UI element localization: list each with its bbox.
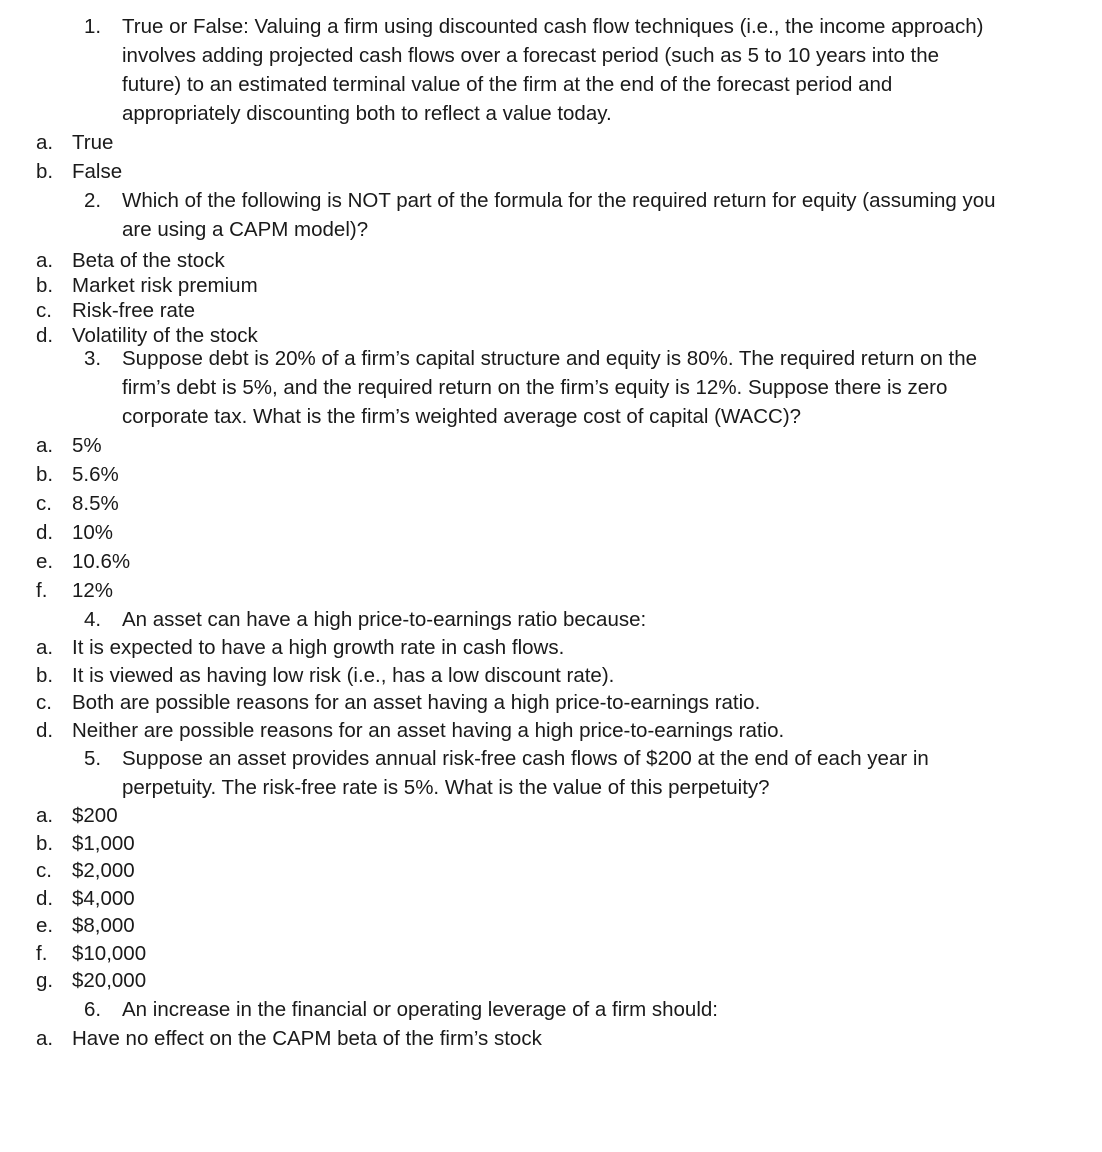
options-list-6 [0, 1024, 1102, 1053]
question-text: An increase in the financial or operating leverage of a firm should: [122, 997, 718, 1021]
option-3a [36, 431, 1102, 460]
option-letter: a. [36, 804, 54, 827]
question-5 [84, 744, 1002, 802]
option-text: It is viewed as having low risk (i.e., has a low discount rate). [72, 663, 615, 687]
option-letter: c. [36, 691, 52, 714]
question-2 [84, 186, 1002, 244]
option-5a [36, 802, 1102, 830]
option-text: $4,000 [72, 886, 135, 910]
option-text: $200 [72, 804, 118, 827]
question-number: 3. [84, 347, 102, 370]
option-letter: a. [36, 1026, 54, 1050]
option-text: Risk-free rate [72, 299, 196, 322]
question-number: 5. [84, 747, 102, 770]
options-list-2 [0, 248, 1102, 348]
option-1a [36, 128, 1102, 157]
option-letter: b. [36, 663, 54, 687]
option-text: Beta of the stock [72, 249, 225, 272]
option-3c [36, 489, 1102, 518]
option-4c [36, 689, 1102, 717]
option-2a [36, 248, 1102, 273]
option-letter: a. [36, 636, 54, 659]
option-text: 10% [72, 521, 114, 544]
option-text: 10.6% [72, 550, 131, 573]
option-text: $10,000 [72, 941, 147, 965]
option-4a [36, 634, 1102, 662]
question-text: Suppose an asset provides annual risk-free cash flows of $200 at the end of each year in perpetuity. The risk-free rate is 5%. What is the value of this perpetuity? [122, 747, 929, 799]
option-4d [36, 717, 1102, 745]
question-text: Which of the following is NOT part of the formula for the required return for equity (assuming you are using a CAPM model)? [122, 189, 996, 241]
option-3f [36, 576, 1102, 605]
option-text: Neither are possible reasons for an asset having a high price-to-earnings ratio. [72, 718, 785, 742]
option-5g [36, 967, 1102, 995]
option-text: 8.5% [72, 492, 119, 515]
options-list-5 [0, 802, 1102, 995]
option-letter: b. [36, 463, 54, 486]
option-text: 5.6% [72, 463, 119, 486]
question-number: 1. [84, 15, 102, 38]
option-4b [36, 662, 1102, 690]
option-2c [36, 298, 1102, 323]
option-text: 12% [72, 579, 114, 602]
option-3d [36, 518, 1102, 547]
option-5e [36, 912, 1102, 940]
option-2b [36, 273, 1102, 298]
option-text: Both are possible reasons for an asset having a high price-to-earnings ratio. [72, 691, 761, 714]
option-1b [36, 157, 1102, 186]
option-letter: b. [36, 160, 54, 183]
option-text: 5% [72, 434, 102, 457]
question-number: 2. [84, 189, 102, 212]
option-5f [36, 940, 1102, 968]
question-4 [84, 605, 1002, 634]
option-5d [36, 885, 1102, 913]
option-letter: a. [36, 249, 54, 272]
option-text: $1,000 [72, 831, 135, 855]
option-letter: a. [36, 131, 54, 154]
option-text: Have no effect on the CAPM beta of the firm’s stock [72, 1026, 542, 1050]
option-letter: b. [36, 831, 54, 855]
option-3e [36, 547, 1102, 576]
option-text: Market risk premium [72, 274, 258, 297]
option-5b [36, 830, 1102, 858]
options-list-1 [0, 128, 1102, 186]
option-letter: d. [36, 886, 54, 910]
question-number: 6. [84, 997, 102, 1021]
question-number: 4. [84, 608, 102, 631]
option-5c [36, 857, 1102, 885]
options-list-4 [0, 634, 1102, 744]
option-letter: e. [36, 550, 54, 573]
option-letter: b. [36, 274, 54, 297]
option-text: False [72, 160, 123, 183]
option-letter: g. [36, 969, 54, 992]
option-letter: d. [36, 521, 54, 544]
option-text: Volatility of the stock [72, 324, 258, 347]
option-letter: c. [36, 299, 52, 322]
option-letter: f. [36, 579, 48, 602]
question-3 [84, 344, 1002, 431]
option-letter: a. [36, 434, 54, 457]
option-letter: c. [36, 859, 52, 882]
option-text: $20,000 [72, 969, 147, 992]
question-text: Suppose debt is 20% of a firm’s capital structure and equity is 80%. The required return on the firm’s debt is 5%, and the required return on the firm’s equity is 12%. Suppose there is zero corporate tax. What is the firm’s weighted average cost of capital (WACC)? [122, 347, 978, 428]
option-letter: d. [36, 324, 54, 347]
option-letter: c. [36, 492, 52, 515]
question-6 [84, 995, 1002, 1024]
question-text: An asset can have a high price-to-earnings ratio because: [122, 608, 647, 631]
question-1 [84, 12, 1002, 128]
option-letter: e. [36, 914, 54, 937]
options-list-3 [0, 431, 1102, 605]
option-letter: f. [36, 941, 48, 965]
option-3b [36, 460, 1102, 489]
option-text: $2,000 [72, 859, 135, 882]
option-6a [36, 1024, 1102, 1053]
option-letter: d. [36, 718, 54, 742]
question-text: True or False: Valuing a firm using discounted cash flow techniques (i.e., the income approach) involves adding projected cash flows over a forecast period (such as 5 to 10 years into the future) to an estimated terminal value of the firm at the end of the forecast period and appropriately discounting both to reflect a value today. [122, 15, 984, 125]
option-text: $8,000 [72, 914, 135, 937]
option-text: It is expected to have a high growth rate in cash flows. [72, 636, 565, 659]
option-text: True [72, 131, 114, 154]
